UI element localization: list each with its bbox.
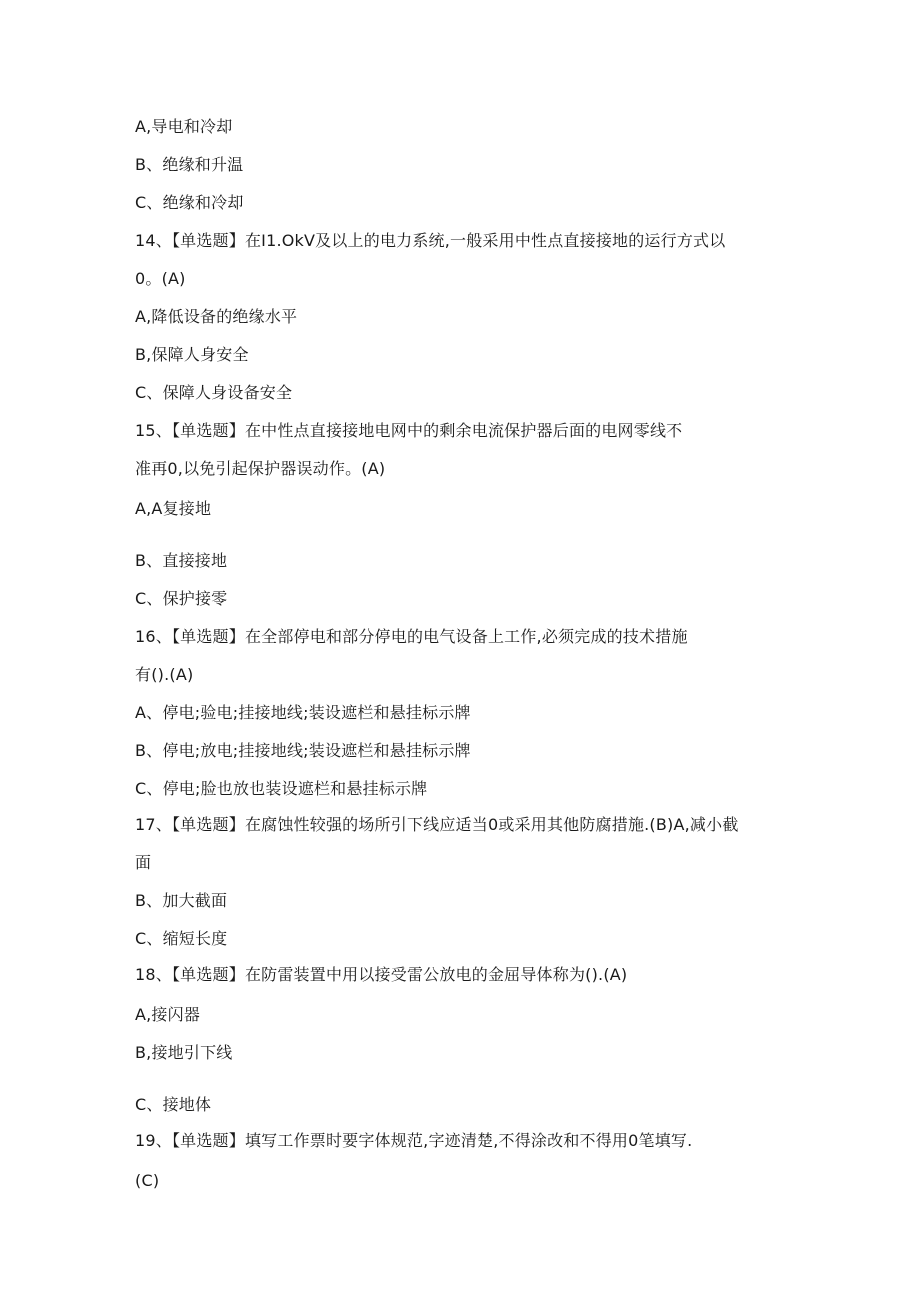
option-line: A,降低设备的绝缘水平 <box>135 307 298 326</box>
option-line: A、停电;验电;挂接地线;装设遮栏和悬挂标示牌 <box>135 703 471 722</box>
option-line: B、直接接地 <box>135 551 228 570</box>
question-15-answer: 准再0,以免引起保护器误动作。(A) <box>135 459 386 478</box>
question-17-cont: 面 <box>135 853 152 872</box>
option-line: A,接闪器 <box>135 1005 201 1024</box>
question-19: 19、【单选题】填写工作票时要字体规范,字迹清楚,不得涂改和不得用0笔填写. <box>135 1131 693 1150</box>
option-line: B,保障人身安全 <box>135 345 249 364</box>
option-line: C、缩短长度 <box>135 929 228 948</box>
question-14: 14、【单选题】在I1.OkV及以上的电力系统,一般采用中性点直接接地的运行方式以 <box>135 231 726 250</box>
option-line: B、加大截面 <box>135 891 228 910</box>
option-line: C、绝缘和冷却 <box>135 193 244 212</box>
option-line: C、停电;脸也放也装设遮栏和悬挂标示牌 <box>135 779 428 798</box>
option-line: C、保护接零 <box>135 589 228 608</box>
option-line: C、保障人身设备安全 <box>135 383 293 402</box>
question-16-answer: 有().(A) <box>135 665 194 684</box>
option-line: A,A复接地 <box>135 499 212 518</box>
option-line: B,接地引下线 <box>135 1043 233 1062</box>
option-line: C、接地体 <box>135 1095 212 1114</box>
question-15: 15、【单选题】在中性点直接接地电网中的剩余电流保护器后面的电网零线不 <box>135 421 683 440</box>
question-19-answer: (C) <box>135 1171 160 1190</box>
question-17: 17、【单选题】在腐蚀性较强的场所引下线应适当0或采用其他防腐措施.(B)A,减小截 <box>135 815 739 834</box>
option-line: B、绝缘和升温 <box>135 155 244 174</box>
question-14-answer: 0。(A) <box>135 269 186 288</box>
option-line: B、停电;放电;挂接地线;装设遮栏和悬挂标示牌 <box>135 741 471 760</box>
question-18: 18、【单选题】在防雷装置中用以接受雷公放电的金屈导体称为().(A) <box>135 965 628 984</box>
question-16: 16、【单选题】在全部停电和部分停电的电气设备上工作,必须完成的技术措施 <box>135 627 688 646</box>
option-line: A,导电和冷却 <box>135 117 233 136</box>
